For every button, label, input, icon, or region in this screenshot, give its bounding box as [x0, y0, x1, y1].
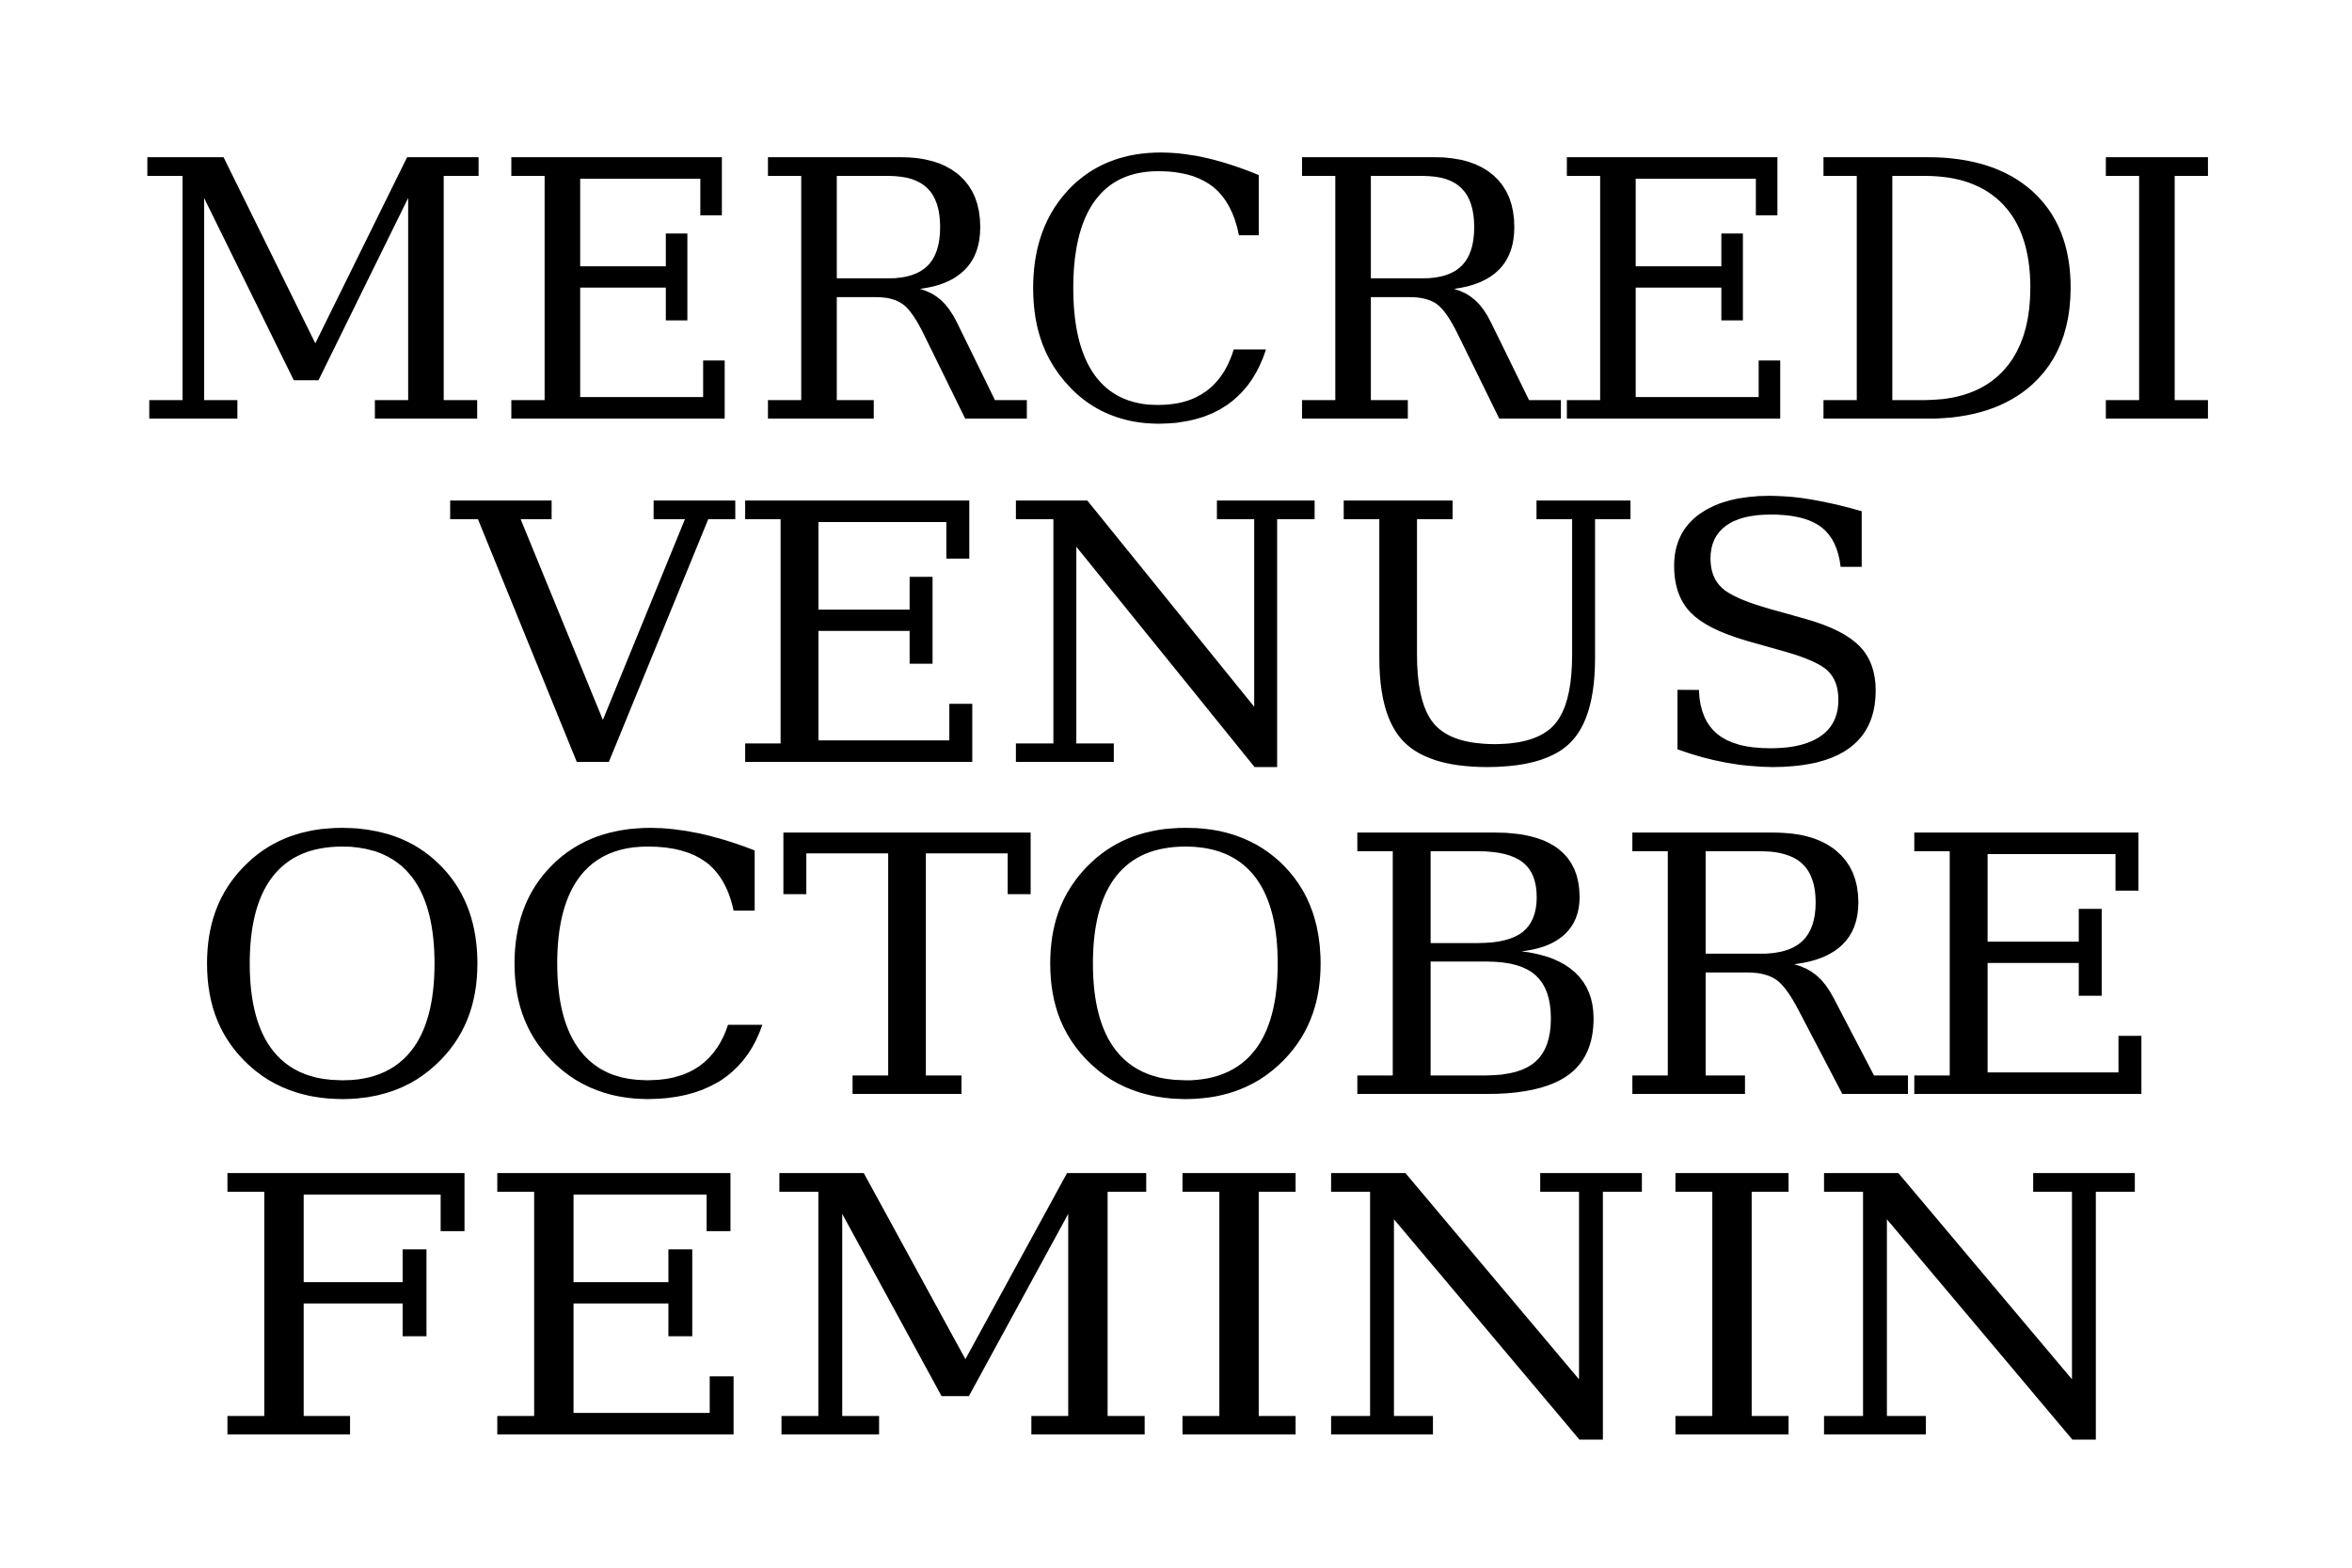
word-feminin: FEMININ	[205, 1101, 2147, 1520]
word-octobre: OCTOBRE	[185, 760, 2167, 1180]
word-venus: VENUS	[453, 428, 1899, 847]
word-mercredi: MERCREDI	[129, 85, 2223, 504]
